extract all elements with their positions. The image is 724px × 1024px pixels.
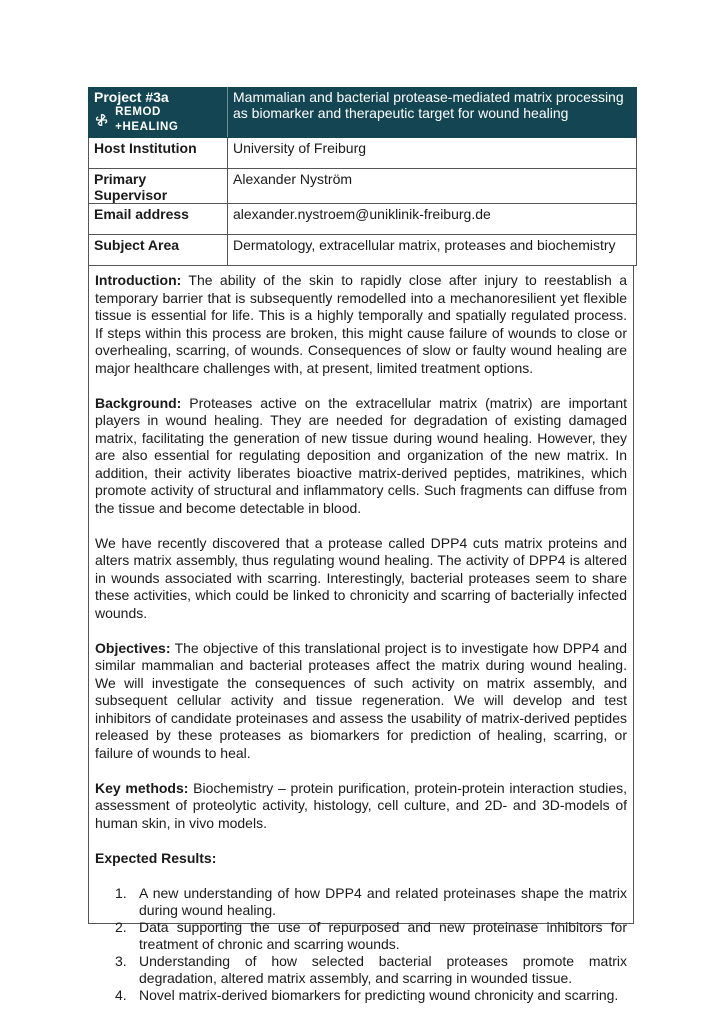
project-description: [88, 266, 634, 1003]
background-text: Proteases active on the extracellular matrix (matrix) are important players in wound healing. They are needed for degradation of existing damaged matrix, facilitating the generation of new tissue during wound healing. However, they are also essential for regulating deposition and organization of the new matrix. In addition, their activity liberates bioactive matrix-derived peptides, matrikines, which promote activity of structural and inflammatory cells. Such fragments can diffuse from the tissue and become detectable in blood.: [95, 394, 627, 516]
pinwheel-swirl-icon: [94, 113, 109, 127]
list-number: 3.: [115, 952, 127, 969]
info-value: University of Freiburg: [228, 138, 637, 169]
project-sheet: [88, 87, 636, 1003]
info-row-host-institution: [89, 138, 637, 169]
key-methods-paragraph: [95, 780, 627, 833]
info-label: Subject Area: [89, 235, 228, 266]
list-number: 4.: [115, 986, 127, 1003]
list-text: A new understanding of how DPP4 and related proteinases shape the matrix during wound healing.: [139, 884, 627, 918]
expected-results-heading: Expected Results:: [95, 849, 217, 866]
list-number: 2.: [115, 918, 127, 935]
info-value: alexander.nystroem@uniklinik-freiburg.de: [228, 204, 637, 235]
list-text: Data supporting the use of repurposed and new proteinase inhibitors for treatment of chronic and scarring wounds.: [139, 918, 627, 952]
header-row: [89, 88, 637, 138]
discovery-paragraph: We have recently discovered that a protease called DPP4 cuts matrix proteins and alters matrix assembly, thus regulating wound healing. The activity of DPP4 is altered in wounds associated with scarring. Interestingly, bacterial proteases seem to share these activities, which could be linked to chronicity and scarring of bacterially infected wounds.: [95, 534, 627, 621]
list-number: 1.: [115, 884, 127, 901]
remod-healing-logo: [94, 105, 222, 135]
background-paragraph: [95, 395, 627, 518]
info-row-primary-supervisor: [89, 169, 637, 204]
project-id-cell: [89, 88, 228, 138]
info-row-email-address: [89, 204, 637, 235]
info-value: Dermatology, extracellular matrix, proteases and biochemistry: [228, 235, 637, 266]
info-label: Email address: [89, 204, 228, 235]
project-title-cell: [228, 88, 637, 138]
info-row-subject-area: [89, 235, 637, 266]
project-title: Mammalian and bacterial protease-mediated matrix processing as biomarker and therapeutic target for wound healing: [233, 89, 624, 121]
background-heading: Background:: [95, 394, 182, 411]
introduction-heading: Introduction:: [95, 272, 182, 288]
project-info-table: [88, 87, 637, 266]
list-text: Understanding of how selected bacterial proteases promote matrix degradation, altered matrix assembly, and scarring in wounded tissue.: [139, 952, 627, 986]
list-item: [95, 987, 627, 1004]
objectives-text: The objective of this translational project is to investigate how DPP4 and similar mammalian and bacterial proteases affect the matrix during wound healing. We will investigate the consequences of such activity on matrix assembly, and subsequent cellular activity and tissue regeneration. We will develop and test inhibitors of candidate proteinases and assess the usability of matrix-derived peptides released by these proteases as biomarkers for prediction of healing, scarring, or failure of wounds to heal.: [95, 639, 627, 761]
key-methods-text: Biochemistry – protein purification, protein-protein interaction studies, assessment of proteolytic activity, histology, cell culture, and 2D- and 3D-models of human skin, in vivo models.: [95, 779, 627, 831]
introduction-text: The ability of the skin to rapidly close after injury to reestablish a temporary barrier that is subsequently remodelled into a mechanoresilient yet flexible tissue is essential for life. This is a highly temporally and spatially regulated process. If steps within this process are broken, this might cause failure of wounds to close or overhealing, scarring, of wounds. Consequences of slow or faulty wound healing are major healthcare challenges with, at present, limited treatment options.: [95, 272, 627, 376]
info-label: Host Institution: [89, 138, 228, 169]
introduction-paragraph: [95, 272, 627, 377]
list-item: [95, 919, 627, 953]
logo-text: REMOD +HEALING: [115, 106, 179, 133]
expected-results-list: [95, 885, 627, 1004]
objectives-paragraph: [95, 640, 627, 763]
objectives-heading: Objectives:: [95, 639, 171, 656]
project-id: Project #3a: [94, 89, 169, 105]
key-methods-heading: Key methods:: [95, 779, 189, 796]
list-item: [95, 885, 627, 919]
info-value: Alexander Nyström: [228, 169, 637, 204]
list-text: Novel matrix-derived biomarkers for predicting wound chronicity and scarring.: [139, 986, 619, 1003]
list-item: [95, 953, 627, 987]
info-label: Primary Supervisor: [89, 169, 228, 204]
